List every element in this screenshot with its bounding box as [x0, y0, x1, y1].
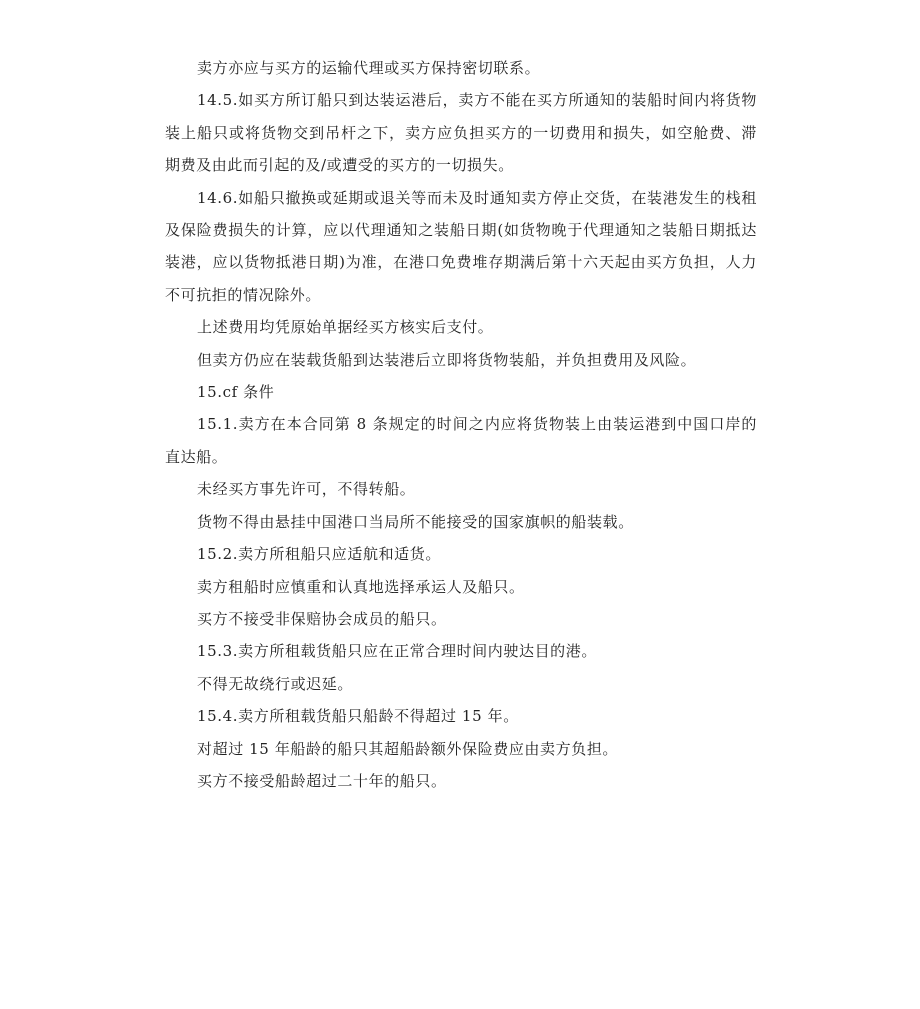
paragraph-10: 15.2.卖方所租船只应适航和适货。 — [197, 545, 441, 564]
paragraph-4: 上述费用均凭原始单据经买方核实后支付。 — [197, 318, 494, 337]
section-heading-15: 15.cf 条件 — [197, 383, 275, 402]
paragraph-9: 货物不得由悬挂中国港口当局所不能接受的国家旗帜的船装载。 — [197, 512, 634, 531]
paragraph-13: 15.3.卖方所租载货船只应在正常合理时间内驶达目的港。 — [197, 642, 597, 661]
paragraph-17: 买方不接受船龄超过二十年的船只。 — [197, 771, 447, 790]
paragraph-3: 14.6.如船只撤换或延期或退关等而未及时通知卖方停止交货，在装港发生的栈租及保险费损失的计算，应以代理通知之装船日期(如货物晚于代理通知之装船日期抵达装港，应以货物抵港日期)为准，在港口免费堆存期满后第十六天起由买方负担，人力不可抗拒的情况除外。 — [165, 188, 757, 304]
paragraph-2: 14.5.如买方所订船只到达装运港后，卖方不能在买方所通知的装船时间内将货物装上船只或将货物交到吊杆之下，卖方应负担买方的一切费用和损失，如空舱费、滞期费及由此而引起的及/或遭受的买方的一切损失。 — [165, 91, 757, 175]
paragraph-12: 买方不接受非保赔协会成员的船只。 — [197, 609, 447, 628]
paragraph-1: 卖方亦应与买方的运输代理或买方保持密切联系。 — [197, 59, 541, 77]
paragraph-7: 15.1.卖方在本合同第 8 条规定的时间之内应将货物装上由装运港到中国口岸的直达船。 — [165, 415, 757, 466]
paragraph-8: 未经买方事先许可，不得转船。 — [197, 480, 416, 499]
paragraph-16: 对超过 15 年船龄的船只其超船龄额外保险费应由卖方负担。 — [197, 739, 619, 758]
paragraph-5: 但卖方仍应在装载货船到达装港后立即将货物装船，并负担费用及风险。 — [197, 350, 697, 369]
paragraph-15: 15.4.卖方所租载货船只船龄不得超过 15 年。 — [197, 707, 519, 726]
document-body — [165, 52, 757, 797]
paragraph-11: 卖方租船时应慎重和认真地选择承运人及船只。 — [197, 577, 525, 596]
paragraph-14: 不得无故绕行或迟延。 — [197, 674, 354, 693]
